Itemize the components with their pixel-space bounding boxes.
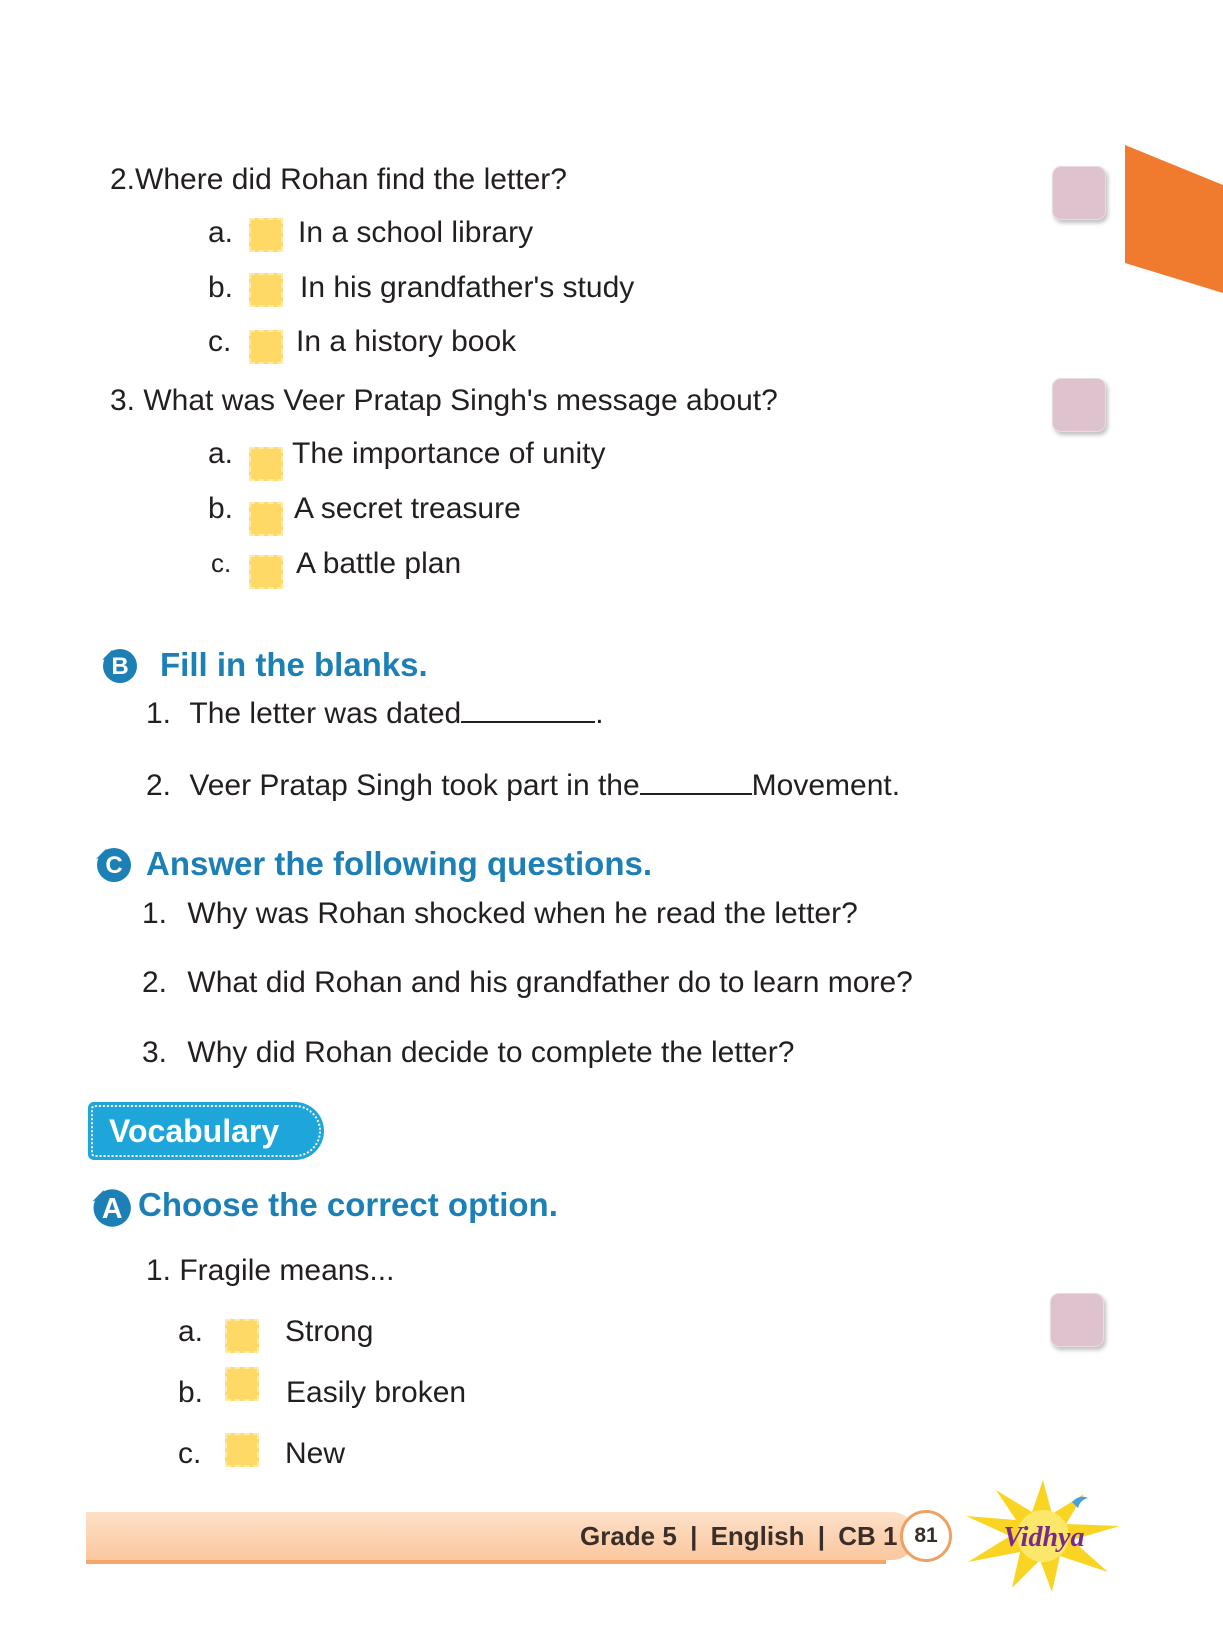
option-text: The importance of unity bbox=[292, 437, 606, 470]
item-text: Movement. bbox=[751, 769, 901, 802]
answer-box-vocab-1[interactable] bbox=[1050, 1293, 1104, 1347]
section-b-badge bbox=[98, 646, 138, 686]
vocabulary-label bbox=[88, 1102, 324, 1160]
option-checkbox[interactable] bbox=[249, 502, 283, 536]
option-letter: c. bbox=[211, 548, 232, 578]
option-checkbox[interactable] bbox=[225, 1433, 259, 1467]
item-text: What did Rohan and his grandfather do to learn more? bbox=[187, 966, 913, 999]
option-checkbox[interactable] bbox=[249, 447, 283, 481]
item-text: Why was Rohan shocked when he read the letter? bbox=[187, 897, 858, 930]
section-a-badge bbox=[88, 1186, 132, 1230]
section-c-badge-letter: C bbox=[105, 852, 123, 879]
corner-decoration bbox=[1125, 145, 1223, 295]
section-a-title: Choose the correct option. bbox=[138, 1186, 558, 1223]
option-letter: a. bbox=[208, 437, 234, 470]
page-number: 81 bbox=[914, 1524, 938, 1547]
item-number: 1. bbox=[142, 897, 168, 930]
footer-separator: | bbox=[690, 1521, 698, 1551]
option-text: In a history book bbox=[296, 325, 517, 358]
option-letter: b. bbox=[208, 271, 234, 304]
option-text: Easily broken bbox=[286, 1376, 467, 1409]
footer-subject: English bbox=[710, 1521, 805, 1551]
option-checkbox[interactable] bbox=[249, 273, 283, 307]
footer-book: CB 1 bbox=[838, 1521, 898, 1551]
logo-text: Vidhya bbox=[1003, 1522, 1085, 1553]
option-checkbox[interactable] bbox=[225, 1367, 259, 1401]
blank-line[interactable] bbox=[640, 769, 752, 795]
option-letter: b. bbox=[208, 492, 234, 525]
section-a-badge-letter: A bbox=[101, 1192, 123, 1225]
answer-box-q2[interactable] bbox=[1052, 166, 1106, 220]
vocab-question-1: 1. Fragile means... bbox=[146, 1254, 395, 1287]
option-checkbox[interactable] bbox=[249, 555, 283, 589]
option-text: A battle plan bbox=[296, 547, 462, 580]
option-letter: b. bbox=[178, 1376, 204, 1409]
option-text: Strong bbox=[285, 1315, 374, 1348]
page-number-circle bbox=[900, 1510, 952, 1562]
question-item bbox=[142, 1036, 794, 1070]
option-letter: c. bbox=[208, 325, 232, 358]
footer-text bbox=[580, 1521, 897, 1552]
item-number: 3. bbox=[142, 1036, 168, 1069]
footer-separator: | bbox=[817, 1521, 825, 1551]
option-text: New bbox=[285, 1437, 346, 1470]
question-3: 3. What was Veer Pratap Singh's message about? bbox=[110, 384, 778, 417]
answer-box-q3[interactable] bbox=[1052, 378, 1106, 432]
item-text: The letter was dated bbox=[189, 697, 462, 730]
option-letter: c. bbox=[178, 1437, 202, 1470]
item-text: . bbox=[595, 697, 604, 730]
item-number: 2. bbox=[146, 769, 172, 802]
option-text: In his grandfather's study bbox=[300, 271, 635, 304]
item-text: Veer Pratap Singh took part in the bbox=[189, 769, 640, 802]
item-number: 1. bbox=[146, 697, 172, 730]
option-text: A secret treasure bbox=[294, 492, 521, 525]
option-letter: a. bbox=[208, 216, 234, 249]
footer-grade: Grade 5 bbox=[580, 1521, 677, 1551]
option-checkbox[interactable] bbox=[225, 1319, 259, 1353]
option-letter: a. bbox=[178, 1315, 204, 1348]
item-number: 2. bbox=[142, 966, 168, 999]
vocabulary-label-text: Vocabulary bbox=[109, 1112, 280, 1149]
question-item bbox=[142, 966, 913, 1000]
option-checkbox[interactable] bbox=[249, 330, 283, 364]
fill-blank-1 bbox=[146, 697, 604, 731]
item-text: Why did Rohan decide to complete the letter? bbox=[187, 1036, 795, 1069]
option-text: In a school library bbox=[298, 216, 534, 249]
section-b-title: Fill in the blanks. bbox=[160, 646, 428, 683]
fill-blank-2 bbox=[146, 769, 900, 803]
question-item bbox=[142, 897, 858, 931]
section-c-title: Answer the following questions. bbox=[146, 845, 653, 882]
footer-underline bbox=[86, 1560, 886, 1564]
section-c-badge bbox=[92, 845, 132, 885]
blank-line[interactable] bbox=[461, 697, 595, 723]
section-b-badge-letter: B bbox=[111, 653, 129, 680]
option-checkbox[interactable] bbox=[249, 218, 283, 252]
question-2: 2.Where did Rohan find the letter? bbox=[110, 163, 567, 196]
vidhya-logo bbox=[960, 1476, 1126, 1596]
